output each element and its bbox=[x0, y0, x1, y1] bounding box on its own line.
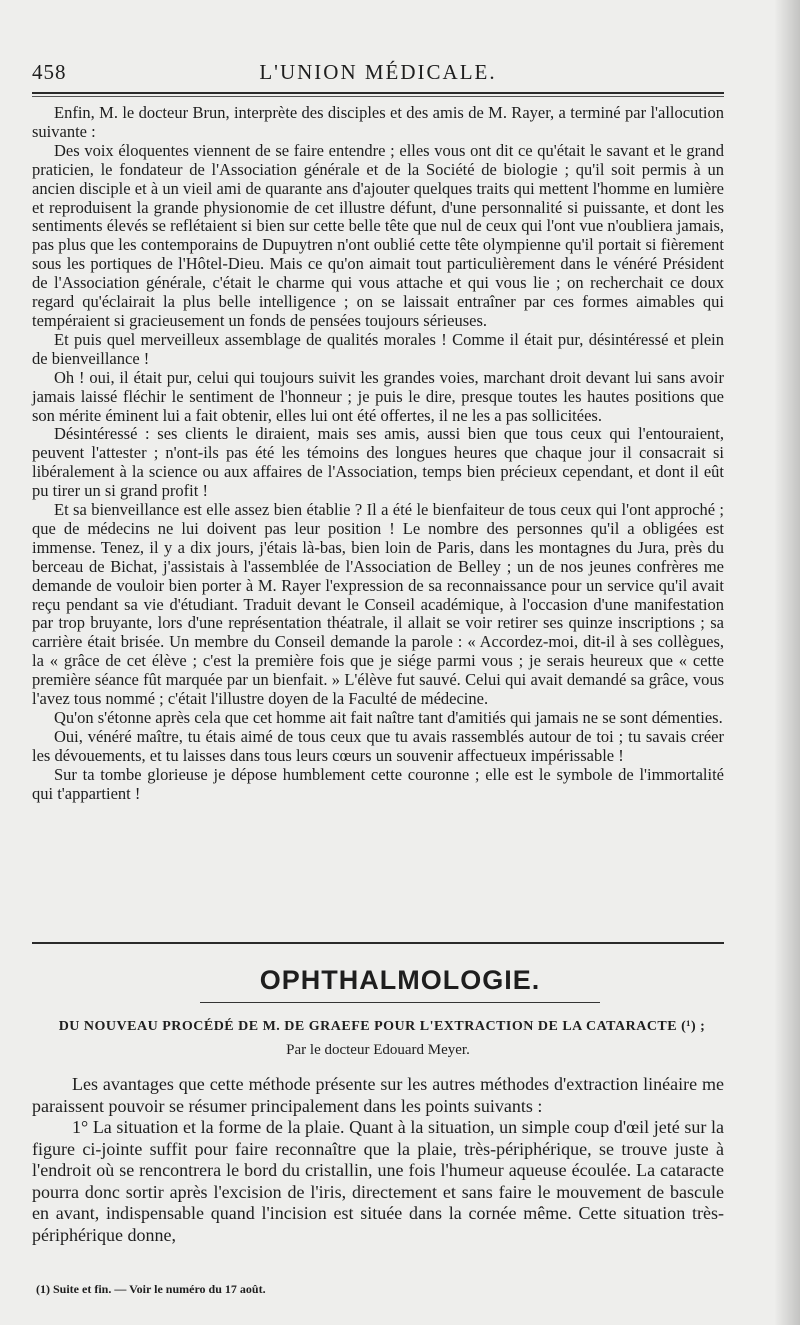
paragraph: Les avantages que cette méthode présente sur les autres méthodes d'extraction linéaire me paraissent pouvoir se résumer principalement dans les points suivants : bbox=[32, 1074, 724, 1116]
paragraph: Et puis quel merveilleux assemblage de qualités morales ! Comme il était pur, désintéressé et plein de bienveillance ! bbox=[32, 329, 724, 368]
paragraph: Enfin, M. le docteur Brun, interprète des disciples et des amis de M. Rayer, a terminé par l'allocution suivante : bbox=[32, 103, 724, 141]
speech-text bbox=[32, 104, 724, 804]
header-rule-thin bbox=[32, 96, 724, 97]
header-rule bbox=[32, 92, 724, 94]
page-number: 458 bbox=[32, 60, 67, 84]
journal-title: L'UNION MÉDICALE. bbox=[259, 60, 497, 84]
paragraph: Oh ! oui, il était pur, celui qui toujours suivit les grandes voies, marchant droit devant lui sans avoir jamais laissé fléchir le sentiment de l'honneur ; je puis le dire, presque toutes les hautes positions que son mérite éminent lui a fait obtenir, elles lui ont été offertes, il ne les a pas sollicitées. bbox=[32, 367, 724, 425]
paragraph: Qu'on s'étonne après cela que cet homme ait fait naître tant d'amitiés qui jamais ne se sont démenties. bbox=[54, 708, 723, 727]
paragraph: Et sa bienveillance est elle assez bien établie ? Il a été le bienfaiteur de tous ceux qui l'ont approché ; que de médecins ne lui doivent pas leur position ! Le nombre des personnes qu'il a obligées est immense. Tenez, il y a dix jours, j'étais là-bas, bien loin de Paris, dans les montagnes du Jura, près du berceau de Bichat, j'assistais à l'assemblée de l'Association de Belley ; un de nos jeunes confrères me demande de vouloir bien porter à M. Rayer l'expression de sa reconnaissance pour un service qu'il avait reçu pendant sa vie d'étudiant. Traduit devant le Conseil académique, à l'occasion d'une manifestation par trop bruyante, lors d'une représentation théatrale, il allait se voir retirer ses quinze inscriptions ; sa carrière était brisée. Un membre du Conseil demande la parole : « Accordez-moi, dit-il à ses collègues, la « grâce de cet élève ; c'est la première fois que je siége parmi vous ; je serais heureux que « cette première séance fût marquée par un bienfait. » L'élève fut sauvé. Celui qui avait demandé sa grâce, vous l'avez tous nommé ; c'était l'illustre doyen de la Faculté de médecine. bbox=[32, 500, 724, 709]
page-edge-shadow bbox=[774, 0, 800, 1325]
article-author: Par le docteur Edouard Meyer. bbox=[286, 1042, 470, 1058]
paragraph: Des voix éloquentes viennent de se faire entendre ; elles vous ont dit ce qu'était le savant et le grand praticien, le fondateur de l'Association générale et de la Société de biologie ; qu'il soit permis à un ancien disciple et à un vieil ami de quarante ans d'ajouter quelques traits qui mettent l'homme en lumière et reproduisent la grande physionomie de cet illustre défunt, d'une personnalité si puissante, et dont les sentiments élevés se reflétaient si bien sur cette belle tête que nul de ceux qui l'ont vue n'oubliera jamais, pas plus que les contemporains de Dupuytren n'ont oublié cette tête olympienne qu'il portait si fièrement sous les portiques de l'Hôtel-Dieu. Mais ce qu'on aimait tout particulièrement dans le vénéré Président de l'Association générale, c'était le charme qui vous attache et qui vous lie ; on recherchait ce doux regard qu'éclairait la plus belle intelligence ; on se laissait entraîner par ces formes aimables qui tempéraient si gracieusement un fonds de pensées toujours sérieuses. bbox=[32, 140, 724, 330]
paragraph: Oui, vénéré maître, tu étais aimé de tous ceux que tu avais rassemblés autour de toi ; tu savais créer les dévouements, et tu laisses dans tous leurs cœurs un souvenir affectueux impérissable ! bbox=[32, 726, 724, 765]
footnote: (1) Suite et fin. — Voir le numéro du 17 août. bbox=[36, 1282, 266, 1296]
paragraph: 1° La situation et la forme de la plaie. Quant à la situation, un simple coup d'œil jeté sur la figure ci-jointe suffit pour faire reconnaître que la plaie, très-périphérique, se trouve juste à l'endroit où se rencontrera le bord du cristallin, une fois l'humeur aqueuse écoulée. La cataracte pourra donc sortir après l'excision de l'iris, directement et sans faire le mouvement de bascule en avant, indispensable quand l'incision est située dans la cornée même. Cette situation très-périphérique donne, bbox=[32, 1117, 724, 1245]
article-title: DU NOUVEAU PROCÉDÉ DE M. DE GRAEFE POUR L'EXTRACTION DE LA CATARACTE (¹) ; bbox=[58, 1019, 706, 1034]
article-text bbox=[32, 1074, 724, 1246]
paragraph: Désintéressé : ses clients le diraient, mais ses amis, aussi bien que tous ceux qui l'entouraient, peuvent l'attester ; n'ont-ils pas été les témoins des longues heures que chaque jour il consacrait si libéralement à la science ou aux affaires de l'Association, temps bien précieux cependant, et dont il eût pu tirer un si grand profit ! bbox=[32, 424, 724, 501]
section-title: OPHTHALMOLOGIE. bbox=[200, 965, 600, 1003]
paragraph: Sur ta tombe glorieuse je dépose humblement cette couronne ; elle est le symbole de l'immortalité qui t'appartient ! bbox=[32, 764, 724, 803]
page-header bbox=[32, 58, 724, 88]
section-divider bbox=[32, 942, 724, 944]
